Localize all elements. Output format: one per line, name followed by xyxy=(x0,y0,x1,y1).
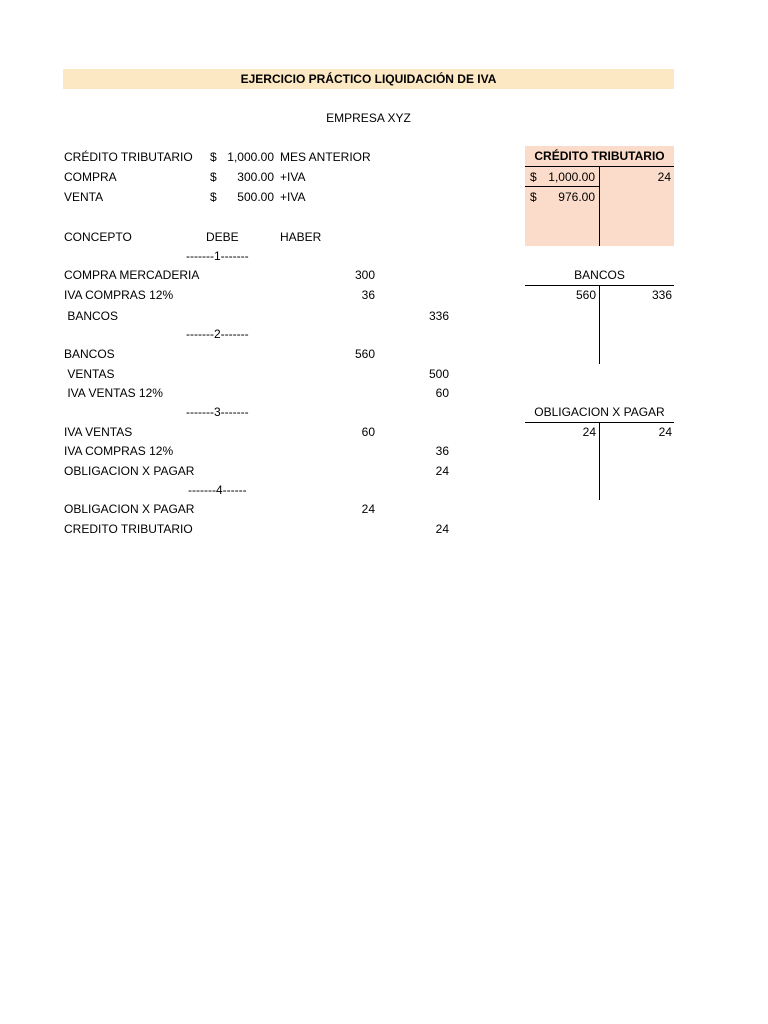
journal-concept: OBLIGACION X PAGAR xyxy=(64,464,195,478)
t-account-credit: 24 xyxy=(657,170,671,184)
journal-concept: IVA VENTAS xyxy=(64,425,133,439)
journal-concept: BANCOS xyxy=(64,347,115,361)
header-amount: 300.00 xyxy=(237,170,274,184)
page-title: EJERCICIO PRÁCTICO LIQUIDACIÓN DE IVA xyxy=(63,69,674,89)
journal-haber: 336 xyxy=(428,309,449,323)
journal-concept: OBLIGACION X PAGAR xyxy=(64,502,195,516)
journal-concept: VENTAS xyxy=(64,367,115,381)
journal-concept: IVA COMPRAS 12% xyxy=(64,288,174,302)
journal-concept: COMPRA MERCADERIA xyxy=(64,268,200,282)
journal-concept: CREDITO TRIBUTARIO xyxy=(64,522,193,536)
t-account-title: BANCOS xyxy=(574,268,625,282)
t-account-credit: 24 xyxy=(658,425,672,439)
journal-haber: 36 xyxy=(435,444,449,458)
t-account-debit: 560 xyxy=(575,288,596,302)
header-note: MES ANTERIOR xyxy=(280,150,371,164)
journal-debe: 24 xyxy=(361,502,375,516)
currency-symbol: $ xyxy=(530,190,537,204)
currency-symbol: $ xyxy=(210,170,217,184)
t-account-divider xyxy=(599,166,600,246)
column-header-concepto: CONCEPTO xyxy=(64,230,132,244)
header-label: VENTA xyxy=(64,190,104,204)
t-account-credito-tributario xyxy=(525,146,674,246)
column-header-haber: HABER xyxy=(280,230,322,244)
header-amount: 1,000.00 xyxy=(227,150,274,164)
journal-debe: 560 xyxy=(354,347,375,361)
journal-haber: 24 xyxy=(435,522,449,536)
journal-haber: 24 xyxy=(435,464,449,478)
entry-separator: -------3------- xyxy=(186,405,249,419)
t-account-divider xyxy=(599,422,600,500)
t-account-title: CRÉDITO TRIBUTARIO xyxy=(534,149,665,163)
currency-symbol: $ xyxy=(210,190,217,204)
t-account-debit: 24 xyxy=(582,425,596,439)
header-note: +IVA xyxy=(280,190,306,204)
journal-debe: 60 xyxy=(361,425,375,439)
t-account-rule xyxy=(525,186,600,187)
t-account-divider xyxy=(599,285,600,364)
journal-debe: 300 xyxy=(354,268,375,282)
header-amount: 500.00 xyxy=(237,190,274,204)
header-label: CRÉDITO TRIBUTARIO xyxy=(64,150,193,164)
journal-concept: IVA VENTAS 12% xyxy=(64,386,163,400)
entry-separator: -------1------- xyxy=(186,249,249,263)
journal-concept: BANCOS xyxy=(64,309,119,323)
journal-concept: IVA COMPRAS 12% xyxy=(64,444,174,458)
entry-separator: -------2------- xyxy=(186,327,249,341)
t-account-credit: 336 xyxy=(651,288,672,302)
entry-separator: -------4------ xyxy=(188,483,247,497)
journal-haber: 500 xyxy=(428,367,449,381)
header-label: COMPRA xyxy=(64,170,117,184)
header-note: +IVA xyxy=(280,170,306,184)
t-account-debit: 1,000.00 xyxy=(548,170,595,184)
currency-symbol: $ xyxy=(530,170,537,184)
company-name: EMPRESA XYZ xyxy=(326,111,411,125)
journal-debe: 36 xyxy=(361,288,375,302)
t-account-balance: 976.00 xyxy=(558,190,595,204)
currency-symbol: $ xyxy=(210,150,217,164)
column-header-debe: DEBE xyxy=(206,230,239,244)
t-account-title: OBLIGACION X PAGAR xyxy=(534,405,665,419)
journal-haber: 60 xyxy=(435,386,449,400)
